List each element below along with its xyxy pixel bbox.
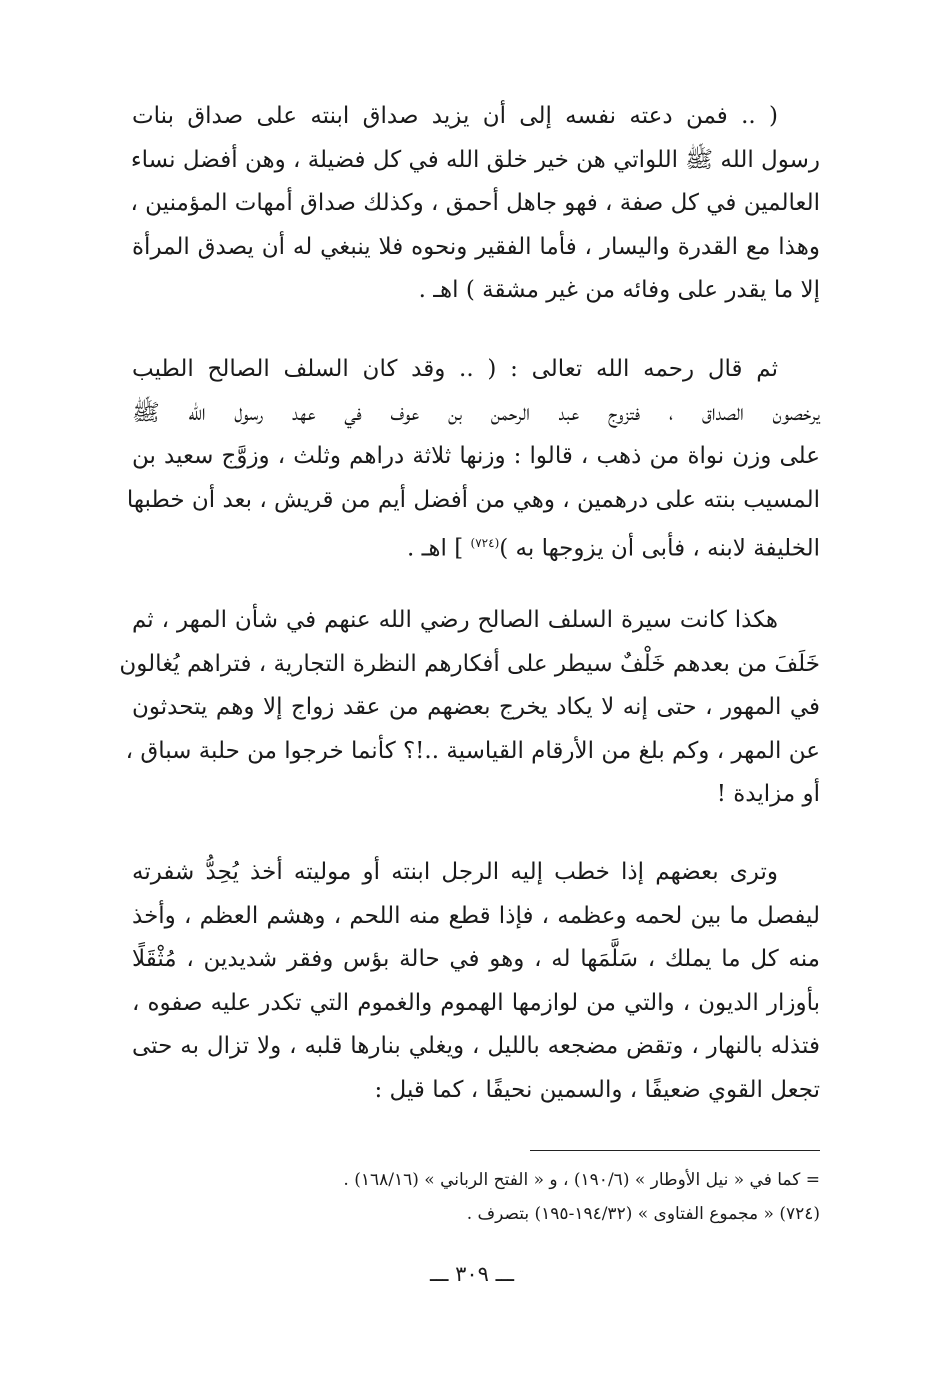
footnote-marker: (٧٢٤) <box>470 536 500 550</box>
paragraph-line: ثم قال رحمه الله تعالى : ( .. وقد كان السلف الصالح الطيب <box>132 356 778 382</box>
paragraph-line: خَلَفَ من بعدهم خَلْفٌ سيطر على أفكارهم النظرة التجارية ، فتراهم يُغالون <box>119 650 820 677</box>
paragraph-line: إلا ما يقدر على وفائه من غير مشقة ) اهـ . <box>418 277 820 303</box>
paragraph-line: منه كل ما يملك ، سَلَّمَها له ، وهو في حالة بؤس وفقر شديدين ، مُثْقَلًا <box>132 946 820 972</box>
paragraph-3 <box>119 599 820 817</box>
footnotes <box>132 1163 820 1231</box>
paragraph-line-with-footnote <box>132 522 820 571</box>
paragraph-text: ] اهـ . <box>407 535 471 562</box>
paragraph-line: فتذله بالنهار ، وتقض مضجعه بالليل ، ويغلي بنارها قلبه ، ولا تزال به حتى <box>132 1033 820 1059</box>
page-number: ـــ ٣٠٩ ـــ <box>429 1262 515 1286</box>
paragraph-line: وترى بعضهم إذا خطب إليه الرجل ابنته أو موليته أخذ يُحِدُّ شفرته <box>132 859 778 885</box>
paragraph-line: عن المهر ، وكم بلغ من الأرقام القياسية ..!؟ كأنما خرجوا من حلبة سباق ، <box>125 737 820 764</box>
paragraph-line: تجعل القوي ضعيفًا ، والسمين نحيفًا ، كما قيل : <box>374 1076 820 1103</box>
paragraph-2 <box>126 348 820 571</box>
paragraph-line: المسيب بنته على درهمين ، وهي من أفضل أيم من قريش ، بعد أن خطبها <box>126 486 820 513</box>
paragraph-line: في المهور ، حتى إنه لا يكاد يخرج بعضهم من عقد زواج إلا وهم يتحدثون <box>132 694 820 720</box>
paragraph-line: العالمين في كل صفة ، فهو جاهل أحمق ، وكذلك صداق أمهات المؤمنين ، <box>130 190 820 216</box>
paragraph-line: بأوزار الديون ، والتي من لوازمها الهموم والغموم التي تكدر عليه صفوه ، <box>132 989 820 1016</box>
paragraph-line: رسول الله ﷺ اللواتي هن خير خلق الله في كل فضيلة ، وهن أفضل نساء <box>130 146 820 173</box>
paragraph-line: ( .. فمن دعته نفسه إلى أن يزيد صداق ابنته على صداق بنات <box>132 103 778 129</box>
paragraph-line: هكذا كانت سيرة السلف الصالح رضي الله عنهم في شأن المهر ، ثم <box>132 607 778 633</box>
paragraph-line: يرخصون الصداق ، فتزوج عبد الرحمن بن عوف في عهد رسول الله ﷺ <box>132 399 820 426</box>
paragraph-line: وهذا مع القدرة واليسار ، فأما الفقير ونحوه فلا ينبغي له أن يصدق المرأة <box>132 233 820 260</box>
paragraph-line: على وزن نواة من ذهب ، قالوا : وزنها ثلاثة دراهم وثلث ، وزوَّج سعيد بن <box>132 443 820 469</box>
paragraph-1 <box>132 95 820 313</box>
footnote-continuation: = كما في « نيل الأوطار » (١٩٠/٦) ، و « الفتح الرباني » (١٦٨/١٦) . <box>343 1170 820 1190</box>
paragraph-line: أو مزايدة ! <box>716 781 820 807</box>
paragraph-line: ليفصل ما بين لحمه وعظمه ، فإذا قطع منه اللحم ، وهشم العظم ، وأخذ <box>132 902 820 929</box>
paragraph-text: الخليفة لابنه ، فأبى أن يزوجها به ) <box>499 535 820 562</box>
paragraph-4 <box>132 851 820 1112</box>
footnote-divider <box>530 1150 820 1151</box>
footnote-724: (٧٢٤) « مجموع الفتاوى » (١٩٤/٣٢-١٩٥) بتصرف . <box>466 1204 820 1224</box>
